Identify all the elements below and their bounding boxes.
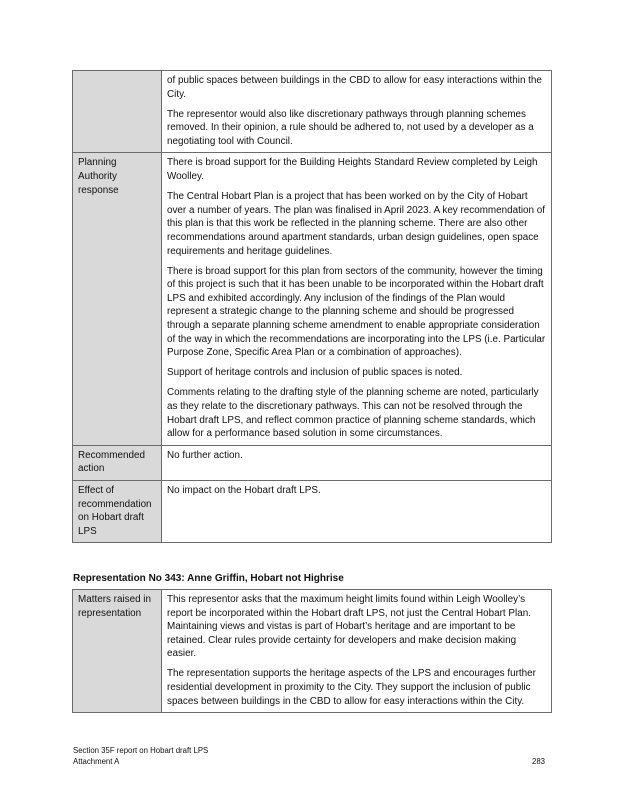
table-row (73, 71, 552, 153)
paragraph: There is broad support for the Building Heights Standard Review completed by Leigh Woolley. (167, 157, 538, 183)
continued-text-cell (162, 71, 552, 153)
footer-report-title: Section 35F report on Hobart draft LPS (73, 746, 209, 755)
page-footer (73, 746, 208, 767)
paragraph: of public spaces between buildings in the CBD to allow for easy interactions within the City. (167, 75, 542, 100)
table-row (73, 480, 552, 542)
paragraph: The Central Hobart Plan is a project that has been worked on by the City of Hobart over a number of years. The plan was finalised in April 2023. A key recommendation of this plan is that this work be reflected in the planning scheme. There are also other recommendations around apartment standards, urban design guidelines, open space requirements and heritage guidelines. (167, 191, 546, 257)
table-row (73, 153, 552, 445)
page-number: 283 (532, 757, 546, 766)
paragraph: The representor would also like discretionary pathways through planning schemes removed. In their opinion, a rule should be adhered to, not used by a developer as a negotiating tool with Council. (167, 108, 534, 147)
recommended-action-label: Recommended action (73, 445, 162, 480)
paragraph: No further action. (167, 449, 243, 461)
table-row (73, 445, 552, 480)
paragraph: This representor asks that the maximum height limits found within Leigh Woolley’s report be incorporated within the Hobart draft LPS, not just the Central Hobart Plan. Maintaining views and vistas is part of Hobart’s heritage and are important to be retained. Clear rules provide certainty for developers and make decision making easier. (167, 594, 531, 660)
effect-of-recommendation-label: Effect of recommendation on Hobart draft LPS (73, 480, 162, 542)
recommended-action-cell (162, 445, 552, 480)
paragraph: No impact on the Hobart draft LPS. (167, 484, 321, 496)
matters-raised-label: Matters raised in representation (73, 590, 162, 713)
table-row (73, 590, 552, 713)
footer-attachment: Attachment A (73, 756, 120, 766)
representation-heading: Representation No 343: Anne Griffin, Hobart not Highrise (73, 573, 344, 584)
representation-table-continued (72, 70, 552, 543)
matters-raised-cell (162, 590, 552, 713)
empty-label-cell (73, 71, 162, 153)
paragraph: Comments relating to the drafting style of the planning scheme are noted, particularly as they relate to the discretionary pathways. This can not be resolved through the Hobart draft LPS, and reflect common practice of planning scheme standards, which allow for a performance based solution in some circumstances. (167, 387, 539, 440)
planning-authority-response-cell (162, 153, 552, 445)
paragraph: Support of heritage controls and inclusion of public spaces is noted. (167, 367, 463, 379)
paragraph: There is broad support for this plan from sectors of the community, however the timing of this project is such that it has been unable to be incorporated within the Hobart draft LPS and exhibited accordingly. Any inclusion of the findings of the Plan would represent a strategic change to the planning scheme and should be progressed through a separate planning scheme amendment to enable appropriate consideration of the way in which the recommendations are incorporating into the LPS (i.e. Particular Purpose Zone, Specific Area Plan or a combination of approaches). (167, 265, 546, 359)
effect-of-recommendation-cell (162, 480, 552, 542)
planning-authority-response-label: Planning Authority response (73, 153, 162, 445)
paragraph: The representation supports the heritage aspects of the LPS and encourages further residential development in proximity to the City. They support the inclusion of public spaces between buildings in the CBD to allow for easy interactions within the City. (167, 668, 536, 707)
representation-table (72, 589, 552, 713)
